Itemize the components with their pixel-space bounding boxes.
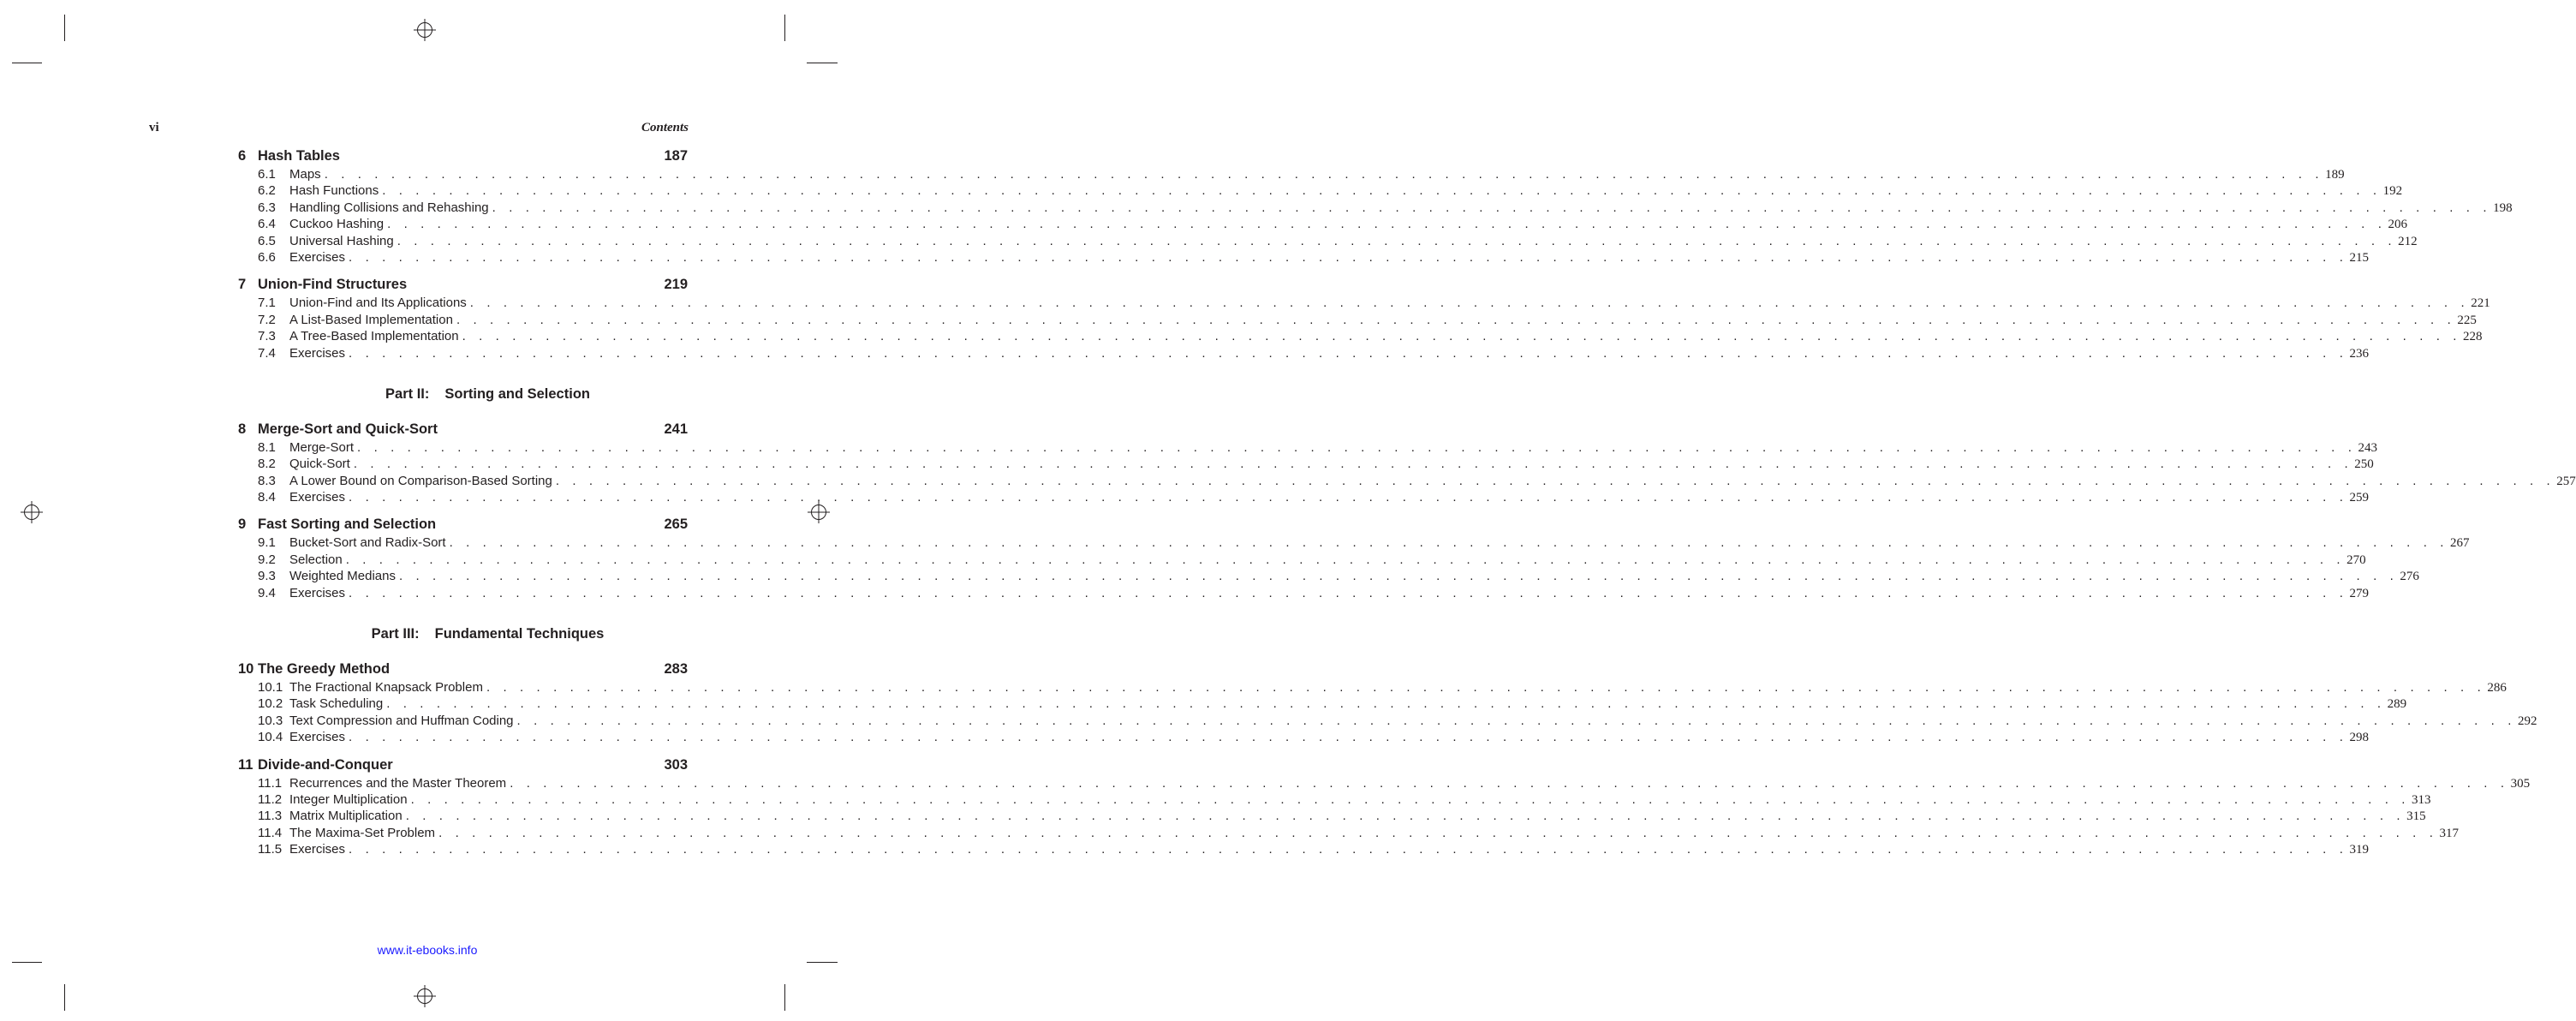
chapter-title: Hash Tables (258, 148, 340, 164)
section-page: 212 (2398, 234, 2418, 248)
section-page: 225 (2457, 313, 2477, 327)
footer-link[interactable]: www.it-ebooks.info (377, 943, 478, 957)
section-title: A Tree-Based Implementation (289, 329, 459, 344)
chapter-entry (238, 756, 2531, 859)
section-title: Matrix Multiplication (289, 809, 402, 824)
section-title: Merge-Sort (289, 439, 355, 455)
section-entry[interactable] (238, 680, 2507, 696)
section-number: 10.4 (258, 730, 283, 745)
chapter-title: Divide-and-Conquer (258, 756, 393, 773)
section-number: 6.2 (258, 183, 276, 199)
dot-leader: . . . . . . . . . . . . . . . . . . . . . . . . . . . . . . . . . . . . . . . . . . . . . . . . . . . . . . . . . . . . . . . . . . . . . . . . . . . . . . . . . . . . . . . . . . . . . . . . . . . . . . . . . . . . . . . . . . . . . . . . (438, 825, 2438, 840)
dot-leader: . . . . . . . . . . . . . . . . . . . . . . . . . . . . . . . . . . . . . . . . . . . . . . . . . . . . . . . . . . . . . . . . . . . . . . . . . . . . . . . . . . . . . . . . . . . . . . . . . . . . . . . . . . . . . . . . . . . . . . . . (349, 585, 2348, 600)
chapter-heading[interactable] (238, 661, 688, 680)
section-title: Integer Multiplication (289, 791, 408, 807)
chapter-page: 219 (664, 277, 688, 293)
chapter-entry (238, 277, 2490, 362)
section-title: Exercises (289, 585, 346, 600)
section-title: Recurrences and the Master Theorem (289, 775, 507, 791)
dot-leader: . . . . . . . . . . . . . . . . . . . . . . . . . . . . . . . . . . . . . . . . . . . . . . . . . . . . . . . . . . . . . . . . . . . . . . . . . . . . . . . . . . . . . . . . . . . . . . . . . . . . . . . . . . . . . . . . . . . . . . . . (398, 569, 2399, 584)
page-number: vi (149, 121, 159, 134)
dot-leader: . . . . . . . . . . . . . . . . . . . . . . . . . . . . . . . . . . . . . . . . . . . . . . . . . . . . . . . . . . . . . . . . . . . . . . . . . . . . . . . . . . . . . . . . . . . . . . . . . . . . . . . . . . . . . . . . . . . . . . . . (382, 183, 2382, 199)
section-title: Selection (289, 552, 343, 567)
section-number: 6.3 (258, 200, 276, 215)
crop-mark (12, 962, 42, 963)
section-title: Exercises (289, 249, 346, 265)
section-page: 286 (2487, 681, 2507, 696)
part-heading (238, 386, 688, 403)
section-page: 215 (2349, 250, 2369, 265)
section-page: 292 (2517, 714, 2537, 728)
section-entry[interactable] (238, 200, 2513, 217)
chapter-number: 6 (238, 148, 247, 164)
section-number: 7.1 (258, 296, 276, 311)
registration-mark-icon (21, 501, 43, 523)
section-entry[interactable] (238, 473, 2576, 490)
section-number: 8.4 (258, 490, 276, 505)
dot-leader: . . . . . . . . . . . . . . . . . . . . . . . . . . . . . . . . . . . . . . . . . . . . . . . . . . . . . . . . . . . . . . . . . . . . . . . . . . . . . . . . . . . . . . . . . . . . . . . . . . . . . . . . . . . . . . . . . . . . . . . . (357, 439, 2357, 455)
chapter-entry (238, 661, 2537, 747)
section-number: 10.3 (258, 713, 283, 728)
section-entry[interactable] (238, 217, 2407, 233)
part-label: Part II: (385, 385, 430, 402)
section-number: 11.4 (258, 825, 283, 840)
dot-leader: . . . . . . . . . . . . . . . . . . . . . . . . . . . . . . . . . . . . . . . . . . . . . . . . . . . . . . . . . . . . . . . . . . . . . . . . . . . . . . . . . . . . . . . . . . . . . . . . . . . . . . . . . . . . . . . . . . . . . . . . (397, 233, 2397, 248)
section-number: 10.1 (258, 680, 283, 696)
crop-mark (64, 15, 65, 41)
section-entry[interactable] (238, 167, 2345, 183)
section-number: 9.2 (258, 552, 276, 567)
crop-mark (807, 962, 838, 963)
section-page: 228 (2463, 330, 2483, 344)
section-number: 7.3 (258, 329, 276, 344)
section-number: 8.3 (258, 473, 276, 488)
chapter-heading[interactable] (238, 757, 688, 776)
chapter-page: 303 (664, 756, 688, 773)
section-page: 250 (2354, 457, 2374, 472)
dot-leader: . . . . . . . . . . . . . . . . . . . . . . . . . . . . . . . . . . . . . . . . . . . . . . . . . . . . . . . . . . . . . . . . . . . . . . . . . . . . . . . . . . . . . . . . . . . . . . . . . . . . . . . . . . . . . . . . . . . . . . . . (469, 296, 2470, 311)
crop-mark (64, 984, 65, 1011)
chapter-entry (238, 148, 2513, 266)
section-entry[interactable] (238, 535, 2470, 552)
chapter-title: Merge-Sort and Quick-Sort (258, 421, 438, 437)
section-number: 11.3 (258, 809, 283, 824)
section-entry[interactable] (238, 775, 2531, 792)
part-title: Fundamental Techniques (434, 626, 605, 642)
section-page: 289 (2387, 697, 2407, 712)
section-entry[interactable] (238, 730, 2369, 746)
running-title: Contents (641, 121, 689, 134)
section-number: 8.2 (258, 457, 276, 472)
section-title: A List-Based Implementation (289, 312, 453, 327)
dot-leader: . . . . . . . . . . . . . . . . . . . . . . . . . . . . . . . . . . . . . . . . . . . . . . . . . . . . . . . . . . . . . . . . . . . . . . . . . . . . . . . . . . . . . . . . . . . . . . . . . . . . . . . . . . . . . . . . . . . . . . . . (324, 167, 2324, 182)
dot-leader: . . . . . . . . . . . . . . . . . . . . . . . . . . . . . . . . . . . . . . . . . . . . . . . . . . . . . . . . . . . . . . . . . . . . . . . . . . . . . . . . . . . . . . . . . . . . . . . . . . . . . . . . . . . . . . . . . . . . . . . . (405, 809, 2406, 824)
section-number: 9.3 (258, 569, 276, 584)
chapter-entry (238, 516, 2470, 602)
section-title: Cuckoo Hashing (289, 217, 385, 232)
section-entry[interactable] (238, 439, 2377, 457)
section-number: 11.2 (258, 791, 283, 807)
chapter-number: 9 (238, 516, 247, 533)
section-number: 6.4 (258, 217, 276, 232)
section-title: Exercises (289, 842, 346, 857)
dot-leader: . . . . . . . . . . . . . . . . . . . . . . . . . . . . . . . . . . . . . . . . . . . . . . . . . . . . . . . . . . . . . . . . . . . . . . . . . . . . . . . . . . . . . . . . . . . . . . . . . . . . . . . . . . . . . . . . . . . . . . . . (386, 696, 2386, 712)
chapter-number: 10 (238, 661, 254, 678)
section-title: Hash Functions (289, 183, 379, 199)
section-number: 11.1 (258, 775, 283, 791)
section-page: 276 (2400, 570, 2419, 584)
section-page: 221 (2471, 296, 2490, 311)
section-page: 267 (2450, 536, 2470, 551)
part-title: Sorting and Selection (444, 385, 590, 402)
dot-leader: . . . . . . . . . . . . . . . . . . . . . . . . . . . . . . . . . . . . . . . . . . . . . . . . . . . . . . . . . . . . . . . . . . . . . . . . . . . . . . . . . . . . . . . . . . . . . . . . . . . . . . . . . . . . . . . . . . . . . . . . (349, 490, 2348, 505)
section-entry[interactable] (238, 312, 2477, 329)
chapter-number: 11 (238, 756, 253, 773)
dot-leader: . . . . . . . . . . . . . . . . . . . . . . . . . . . . . . . . . . . . . . . . . . . . . . . . . . . . . . . . . . . . . . . . . . . . . . . . . . . . . . . . . . . . . . . . . . . . . . . . . . . . . . . . . . . . . . . . . . . . . . . . (349, 730, 2348, 745)
section-title: Task Scheduling (289, 696, 384, 712)
section-entry[interactable] (238, 345, 2369, 362)
chapter-title: The Greedy Method (258, 661, 391, 678)
section-page: 270 (2346, 552, 2366, 567)
section-number: 6.5 (258, 233, 276, 248)
section-number: 7.4 (258, 345, 276, 361)
section-page: 257 (2556, 474, 2576, 488)
chapter-number: 7 (238, 277, 247, 293)
section-entry[interactable] (238, 585, 2369, 602)
section-title: Quick-Sort (289, 457, 350, 472)
section-entry[interactable] (238, 329, 2483, 345)
section-entry[interactable] (238, 825, 2459, 842)
section-title: Union-Find and Its Applications (289, 296, 467, 311)
chapter-number: 8 (238, 421, 247, 437)
dot-leader: . . . . . . . . . . . . . . . . . . . . . . . . . . . . . . . . . . . . . . . . . . . . . . . . . . . . . . . . . . . . . . . . . . . . . . . . . . . . . . . . . . . . . . . . . . . . . . . . . . . . . . . . . . . . . . . . . . . . . . . . (456, 312, 2456, 327)
chapter-page: 283 (664, 661, 688, 678)
chapter-page: 241 (664, 421, 688, 437)
section-page: 279 (2349, 586, 2369, 600)
dot-leader: . . . . . . . . . . . . . . . . . . . . . . . . . . . . . . . . . . . . . . . . . . . . . . . . . . . . . . . . . . . . . . . . . . . . . . . . . . . . . . . . . . . . . . . . . . . . . . . . . . . . . . . . . . . . . . . . . . . . . . . . (510, 775, 2509, 791)
running-head (149, 121, 689, 138)
section-page: 192 (2382, 184, 2403, 199)
section-page: 236 (2349, 346, 2369, 361)
section-title: Universal Hashing (289, 233, 394, 248)
dot-leader: . . . . . . . . . . . . . . . . . . . . . . . . . . . . . . . . . . . . . . . . . . . . . . . . . . . . . . . . . . . . . . . . . . . . . . . . . . . . . . . . . . . . . . . . . . . . . . . . . . . . . . . . . . . . . . . . . . . . . . . . (349, 842, 2348, 857)
section-number: 9.4 (258, 585, 276, 600)
dot-leader: . . . . . . . . . . . . . . . . . . . . . . . . . . . . . . . . . . . . . . . . . . . . . . . . . . . . . . . . . . . . . . . . . . . . . . . . . . . . . . . . . . . . . . . . . . . . . . . . . . . . . . . . . . . . . . . . . . . . . . . . (462, 329, 2462, 344)
dot-leader: . . . . . . . . . . . . . . . . . . . . . . . . . . . . . . . . . . . . . . . . . . . . . . . . . . . . . . . . . . . . . . . . . . . . . . . . . . . . . . . . . . . . . . . . . . . . . . . . . . . . . . . . . . . . . . . . . . . . . . . . (449, 535, 2449, 551)
section-page: 315 (2406, 809, 2426, 824)
section-entry[interactable] (238, 809, 2426, 825)
chapter-entry (238, 421, 2576, 507)
section-entry[interactable] (238, 842, 2369, 858)
section-entry[interactable] (238, 552, 2366, 569)
chapter-page: 265 (664, 516, 688, 533)
chapter-title: Union-Find Structures (258, 277, 408, 293)
chapter-page: 187 (664, 148, 688, 164)
crop-mark (784, 15, 785, 41)
section-page: 305 (2510, 776, 2531, 791)
section-title: Bucket-Sort and Radix-Sort (289, 535, 446, 551)
section-page: 198 (2493, 200, 2513, 215)
chapter-heading[interactable] (238, 421, 688, 440)
section-number: 7.2 (258, 312, 276, 327)
section-entry[interactable] (238, 490, 2369, 506)
section-entry[interactable] (238, 183, 2403, 200)
section-title: Exercises (289, 730, 346, 745)
dot-leader: . . . . . . . . . . . . . . . . . . . . . . . . . . . . . . . . . . . . . . . . . . . . . . . . . . . . . . . . . . . . . . . . . . . . . . . . . . . . . . . . . . . . . . . . . . . . . . . . . . . . . . . . . . . . . . . . . . . . . . . . (345, 552, 2346, 567)
section-entry[interactable] (238, 296, 2490, 312)
section-title: Weighted Medians (289, 569, 396, 584)
section-page: 317 (2439, 826, 2459, 840)
registration-mark-icon (414, 985, 436, 1007)
section-number: 9.1 (258, 535, 276, 551)
section-page: 243 (2358, 440, 2377, 455)
section-title: The Maxima-Set Problem (289, 825, 436, 840)
section-number: 8.1 (258, 439, 276, 455)
section-number: 11.5 (258, 842, 283, 857)
section-title: Maps (289, 167, 321, 182)
section-entry[interactable] (238, 457, 2374, 473)
dot-leader: . . . . . . . . . . . . . . . . . . . . . . . . . . . . . . . . . . . . . . . . . . . . . . . . . . . . . . . . . . . . . . . . . . . . . . . . . . . . . . . . . . . . . . . . . . . . . . . . . . . . . . . . . . . . . . . . . . . . . . . . (492, 200, 2492, 215)
crop-mark (784, 984, 785, 1011)
chapter-title: Fast Sorting and Selection (258, 516, 437, 533)
chapter-heading[interactable] (238, 277, 688, 296)
part-label: Part III: (371, 626, 420, 642)
section-title: Handling Collisions and Rehashing (289, 200, 489, 215)
section-page: 313 (2412, 792, 2431, 807)
section-page: 189 (2325, 168, 2345, 182)
dot-leader: . . . . . . . . . . . . . . . . . . . . . . . . . . . . . . . . . . . . . . . . . . . . . . . . . . . . . . . . . . . . . . . . . . . . . . . . . . . . . . . . . . . . . . . . . . . . . . . . . . . . . . . . . . . . . . . . . . . . . . . . (349, 249, 2348, 265)
dot-leader: . . . . . . . . . . . . . . . . . . . . . . . . . . . . . . . . . . . . . . . . . . . . . . . . . . . . . . . . . . . . . . . . . . . . . . . . . . . . . . . . . . . . . . . . . . . . . . . . . . . . . . . . . . . . . . . . . . . . . . . . (410, 791, 2411, 807)
section-page: 206 (2388, 218, 2407, 232)
section-page: 259 (2349, 491, 2369, 505)
chapter-heading[interactable] (238, 516, 688, 535)
dot-leader: . . . . . . . . . . . . . . . . . . . . . . . . . . . . . . . . . . . . . . . . . . . . . . . . . . . . . . . . . . . . . . . . . . . . . . . . . . . . . . . . . . . . . . . . . . . . . . . . . . . . . . . . . . . . . . . . . . . . . . . . (555, 473, 2555, 488)
dot-leader: . . . . . . . . . . . . . . . . . . . . . . . . . . . . . . . . . . . . . . . . . . . . . . . . . . . . . . . . . . . . . . . . . . . . . . . . . . . . . . . . . . . . . . . . . . . . . . . . . . . . . . . . . . . . . . . . . . . . . . . . (516, 713, 2516, 728)
chapter-heading[interactable] (238, 148, 688, 167)
section-number: 6.6 (258, 249, 276, 265)
section-entry[interactable] (238, 569, 2419, 585)
section-title: A Lower Bound on Comparison-Based Sorting (289, 473, 552, 488)
dot-leader: . . . . . . . . . . . . . . . . . . . . . . . . . . . . . . . . . . . . . . . . . . . . . . . . . . . . . . . . . . . . . . . . . . . . . . . . . . . . . . . . . . . . . . . . . . . . . . . . . . . . . . . . . . . . . . . . . . . . . . . . (486, 680, 2486, 696)
section-page: 298 (2349, 731, 2369, 745)
registration-mark-icon (414, 19, 436, 41)
table-of-contents (238, 148, 2576, 869)
section-title: Exercises (289, 490, 346, 505)
section-entry[interactable] (238, 696, 2407, 713)
dot-leader: . . . . . . . . . . . . . . . . . . . . . . . . . . . . . . . . . . . . . . . . . . . . . . . . . . . . . . . . . . . . . . . . . . . . . . . . . . . . . . . . . . . . . . . . . . . . . . . . . . . . . . . . . . . . . . . . . . . . . . . . (349, 345, 2348, 361)
section-entry[interactable] (238, 233, 2418, 250)
section-entry[interactable] (238, 249, 2369, 266)
section-title: The Fractional Knapsack Problem (289, 680, 483, 696)
section-entry[interactable] (238, 713, 2537, 730)
section-title: Exercises (289, 345, 346, 361)
section-title: Text Compression and Huffman Coding (289, 713, 514, 728)
dot-leader: . . . . . . . . . . . . . . . . . . . . . . . . . . . . . . . . . . . . . . . . . . . . . . . . . . . . . . . . . . . . . . . . . . . . . . . . . . . . . . . . . . . . . . . . . . . . . . . . . . . . . . . . . . . . . . . . . . . . . . . . (387, 217, 2387, 232)
section-number: 10.2 (258, 696, 283, 712)
dot-leader: . . . . . . . . . . . . . . . . . . . . . . . . . . . . . . . . . . . . . . . . . . . . . . . . . . . . . . . . . . . . . . . . . . . . . . . . . . . . . . . . . . . . . . . . . . . . . . . . . . . . . . . . . . . . . . . . . . . . . . . . (353, 457, 2353, 472)
section-entry[interactable] (238, 791, 2431, 809)
part-heading (238, 626, 688, 642)
section-number: 6.1 (258, 167, 276, 182)
section-page: 319 (2349, 843, 2369, 857)
